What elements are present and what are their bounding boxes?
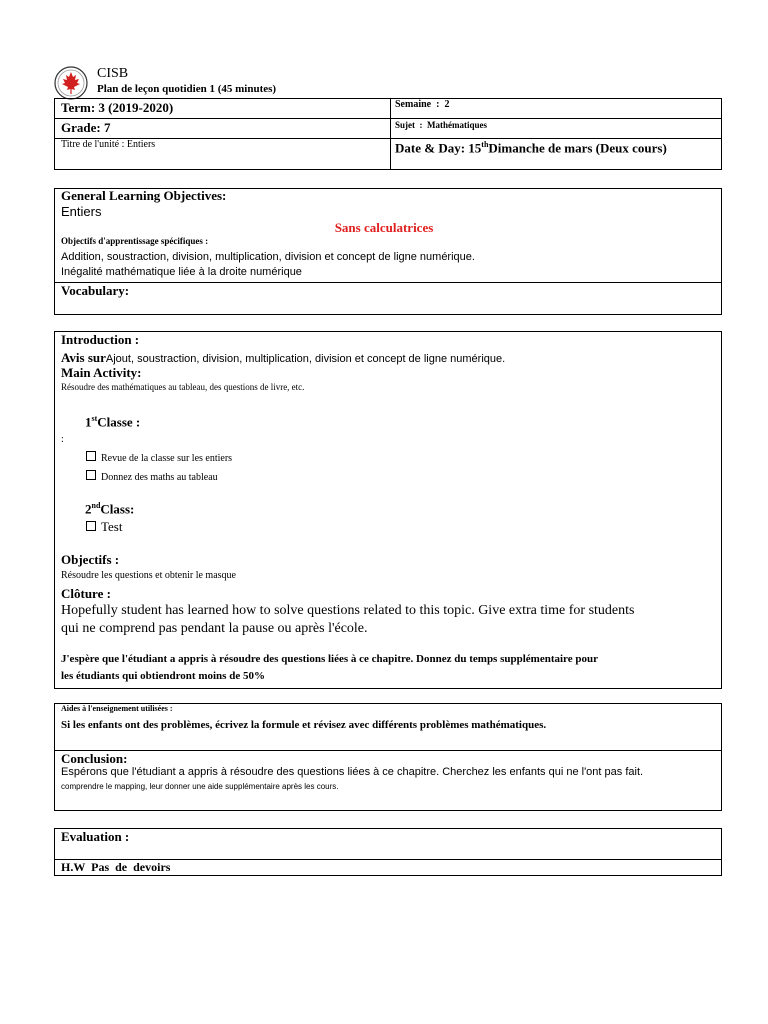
plan-title: Plan de leçon quotidien 1 (45 minutes) xyxy=(97,83,277,95)
date-day: Date & Day: 15thDimanche de mars (Deux cours) xyxy=(395,140,667,156)
week: Semaine : 2 xyxy=(395,99,450,110)
aids-text: Si les enfants ont des problèmes, écrivez la formule et révisez avec différents problèmes mathématiques. xyxy=(61,719,547,731)
class1-item-1: Revue de la classe sur les entiers xyxy=(86,451,232,464)
homework: H.W Pas de devoirs xyxy=(61,860,171,874)
conclusion-heading: Conclusion: xyxy=(61,751,128,766)
specific-objectives-heading: Objectifs d'apprentissage spécifiques : xyxy=(61,236,209,246)
checkbox-icon xyxy=(86,451,96,461)
no-calculators-note: Sans calculatrices xyxy=(334,220,434,235)
aids-heading: Aides à l'enseignement utilisées : xyxy=(61,704,173,713)
objectifs-heading: Objectifs : xyxy=(61,552,120,567)
checkbox-icon xyxy=(86,470,96,480)
class1-item-2: Donnez des maths au tableau xyxy=(86,470,218,483)
stray-colon: : xyxy=(61,434,64,445)
main-activity-text: Résoudre des mathématiques au tableau, des questions de livre, etc. xyxy=(61,382,305,392)
class1-heading: 1stClasse : xyxy=(85,414,141,430)
org-name: CISB xyxy=(97,66,129,81)
specific-objective-2: Inégalité mathématique liée à la droite numérique xyxy=(61,266,302,278)
main-activity-heading: Main Activity: xyxy=(61,365,142,380)
general-objectives-heading: General Learning Objectives: xyxy=(61,188,227,203)
term: Term: 3 (2019-2020) xyxy=(61,100,174,115)
evaluation-heading: Evaluation : xyxy=(61,829,130,844)
objectives-topic: Entiers xyxy=(61,204,102,219)
objectifs-text: Résoudre les questions et obtenir le masque xyxy=(61,570,236,581)
subject: Sujet : Mathématiques xyxy=(395,120,487,130)
closure-fr-line-1: J'espère que l'étudiant a appris à résoudre des questions liées à ce chapitre. Donnez du temps supplémentaire pour xyxy=(61,653,598,665)
specific-objective-1: Addition, soustraction, division, multiplication, division et concept de ligne numérique. xyxy=(61,251,475,263)
closure-fr-line-2: les étudiants qui obtiendront moins de 50% xyxy=(61,670,265,682)
conclusion-line-2: comprendre le mapping, leur donner une aide supplémentaire après les cours. xyxy=(61,782,339,791)
class2-heading: 2ndClass: xyxy=(85,501,135,517)
unit-title: Titre de l'unité : Entiers xyxy=(61,139,156,150)
closure-heading: Clôture : xyxy=(61,586,111,601)
conclusion-line-1: Espérons que l'étudiant a appris à résoudre des questions liées à ce chapitre. Cherchez les enfants qui ne l'ont pas fait. xyxy=(61,766,644,778)
review-line: Avis surAjout, soustraction, division, multiplication, division et concept de ligne numérique. xyxy=(61,350,506,365)
grade: Grade: 7 xyxy=(61,120,111,135)
vocabulary-heading: Vocabulary: xyxy=(61,283,130,298)
introduction-heading: Introduction : xyxy=(61,332,140,347)
closure-line-2: qui ne comprend pas pendant la pause ou après l'école. xyxy=(61,621,368,636)
school-logo xyxy=(54,66,88,100)
class2-item-1: Test xyxy=(86,519,122,535)
closure-line-1: Hopefully student has learned how to solve questions related to this topic. Give extra time for students xyxy=(61,603,635,618)
checkbox-icon xyxy=(86,521,96,531)
